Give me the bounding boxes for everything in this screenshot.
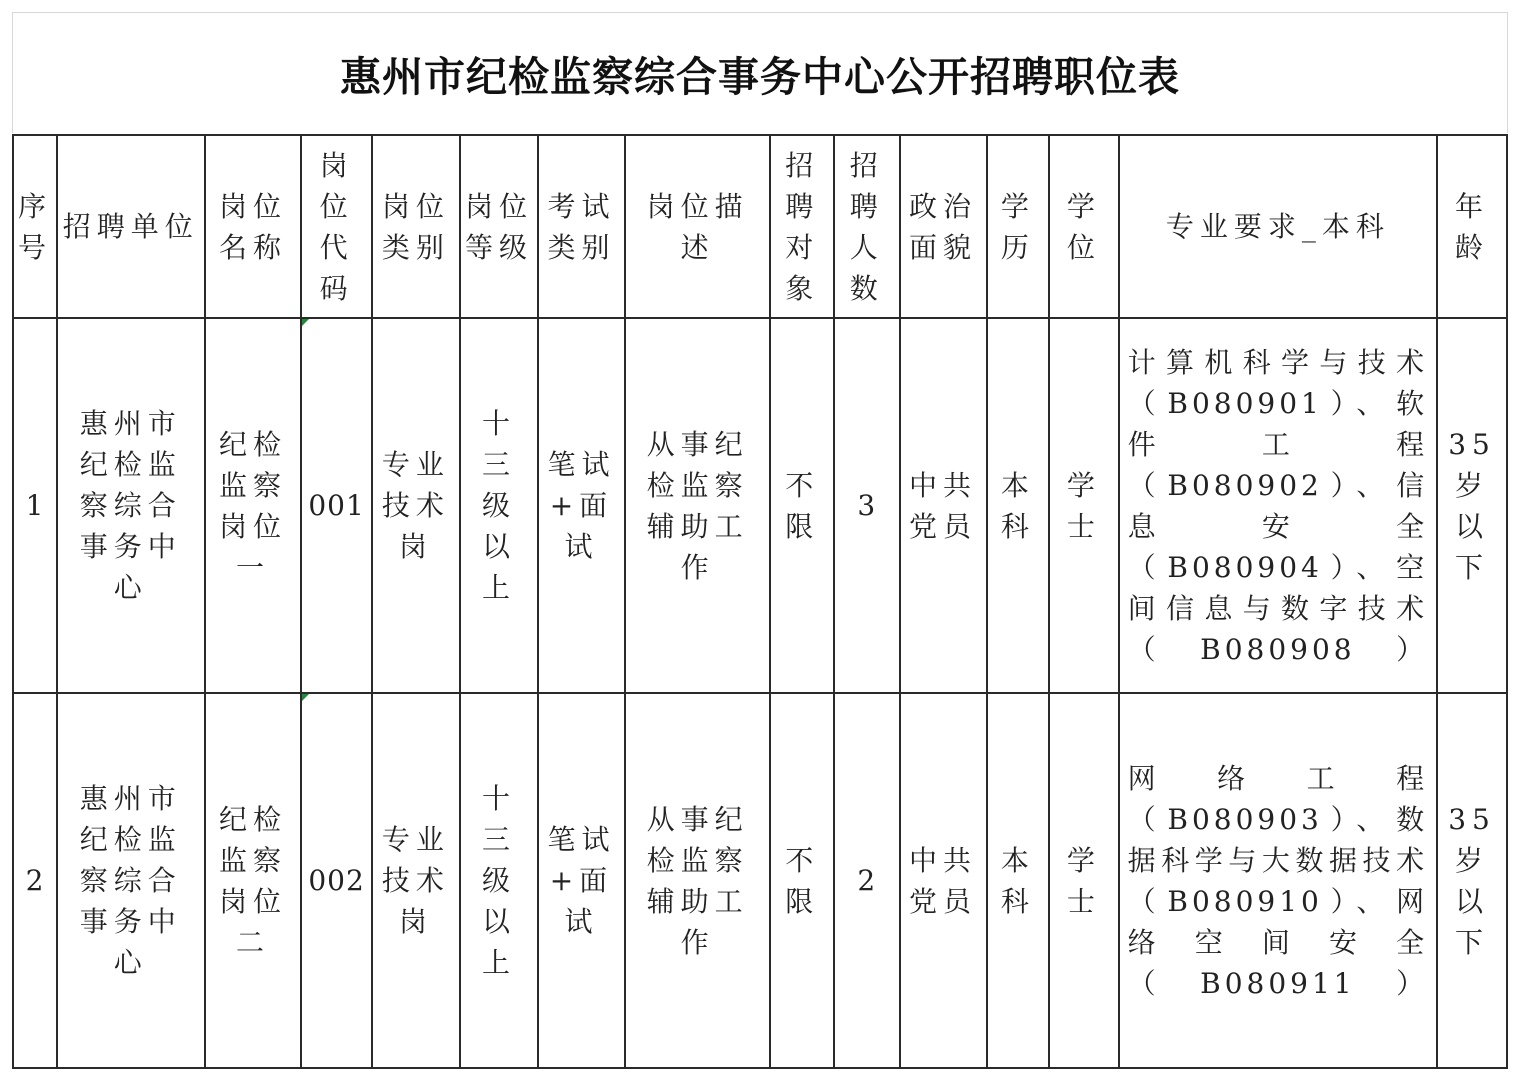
cell-post-name: 纪检监察岗位二	[205, 693, 302, 1068]
cell-marker	[302, 694, 309, 701]
cell-post-code	[301, 693, 371, 1068]
header-major: 专业要求_本科	[1119, 135, 1437, 318]
header-political: 政治面貌	[900, 135, 987, 318]
cell-post-type: 专业技术岗	[372, 318, 460, 693]
cell-degree: 学士	[1049, 318, 1118, 693]
cell-post-desc: 从事纪检监察辅助工作	[625, 693, 771, 1068]
cell-age: 35岁以下	[1437, 693, 1507, 1068]
header-count: 招聘人数	[834, 135, 899, 318]
header-post-code: 岗位代码	[301, 135, 371, 318]
cell-education: 本科	[987, 693, 1050, 1068]
page-title: 惠州市纪检监察综合事务中心公开招聘职位表	[340, 52, 1180, 101]
cell-post-name: 纪检监察岗位一	[205, 318, 302, 693]
positions-table	[12, 134, 1508, 1069]
header-education: 学历	[987, 135, 1050, 318]
post-code-value: 002	[308, 864, 365, 897]
cell-education: 本科	[987, 318, 1050, 693]
cell-post-grade: 十三级以上	[460, 318, 538, 693]
header-degree: 学位	[1049, 135, 1118, 318]
cell-target: 不限	[770, 318, 834, 693]
table-row	[13, 318, 1507, 693]
cell-unit: 惠州市纪检监察综合事务中心	[57, 318, 205, 693]
header-post-grade: 岗位等级	[460, 135, 538, 318]
table-row	[13, 693, 1507, 1068]
header-seq: 序号	[13, 135, 57, 318]
cell-exam-type: 笔试+面试	[538, 693, 625, 1068]
header-post-desc: 岗位描述	[625, 135, 771, 318]
header-target: 招聘对象	[770, 135, 834, 318]
recruitment-sheet	[12, 12, 1508, 1068]
header-age: 年龄	[1437, 135, 1507, 318]
cell-political: 中共党员	[900, 693, 987, 1068]
cell-post-type: 专业技术岗	[372, 693, 460, 1068]
cell-exam-type: 笔试+面试	[538, 318, 625, 693]
title-box	[12, 12, 1508, 133]
header-unit: 招聘单位	[57, 135, 205, 318]
cell-degree: 学士	[1049, 693, 1118, 1068]
cell-post-grade: 十三级以上	[460, 693, 538, 1068]
cell-unit: 惠州市纪检监察综合事务中心	[57, 693, 205, 1068]
cell-marker	[302, 319, 309, 326]
cell-post-desc: 从事纪检监察辅助工作	[625, 318, 771, 693]
header-row	[13, 135, 1507, 318]
cell-major: 计算机科学与技术（B080901）、软件工程（B080902）、信息安全（B080904）、空间信息与数字技术（B080908）	[1119, 318, 1437, 693]
post-code-value: 001	[308, 489, 365, 522]
cell-count: 2	[834, 693, 899, 1068]
header-post-type: 岗位类别	[372, 135, 460, 318]
header-post-name: 岗位名称	[205, 135, 302, 318]
cell-political: 中共党员	[900, 318, 987, 693]
cell-major: 网络工程（B080903）、数据科学与大数据技术（B080910）、网络空间安全（B080911）	[1119, 693, 1437, 1068]
cell-post-code	[301, 318, 371, 693]
header-exam-type: 考试类别	[538, 135, 625, 318]
cell-target: 不限	[770, 693, 834, 1068]
cell-count: 3	[834, 318, 899, 693]
cell-seq: 2	[13, 693, 57, 1068]
cell-seq: 1	[13, 318, 57, 693]
cell-age: 35岁以下	[1437, 318, 1507, 693]
